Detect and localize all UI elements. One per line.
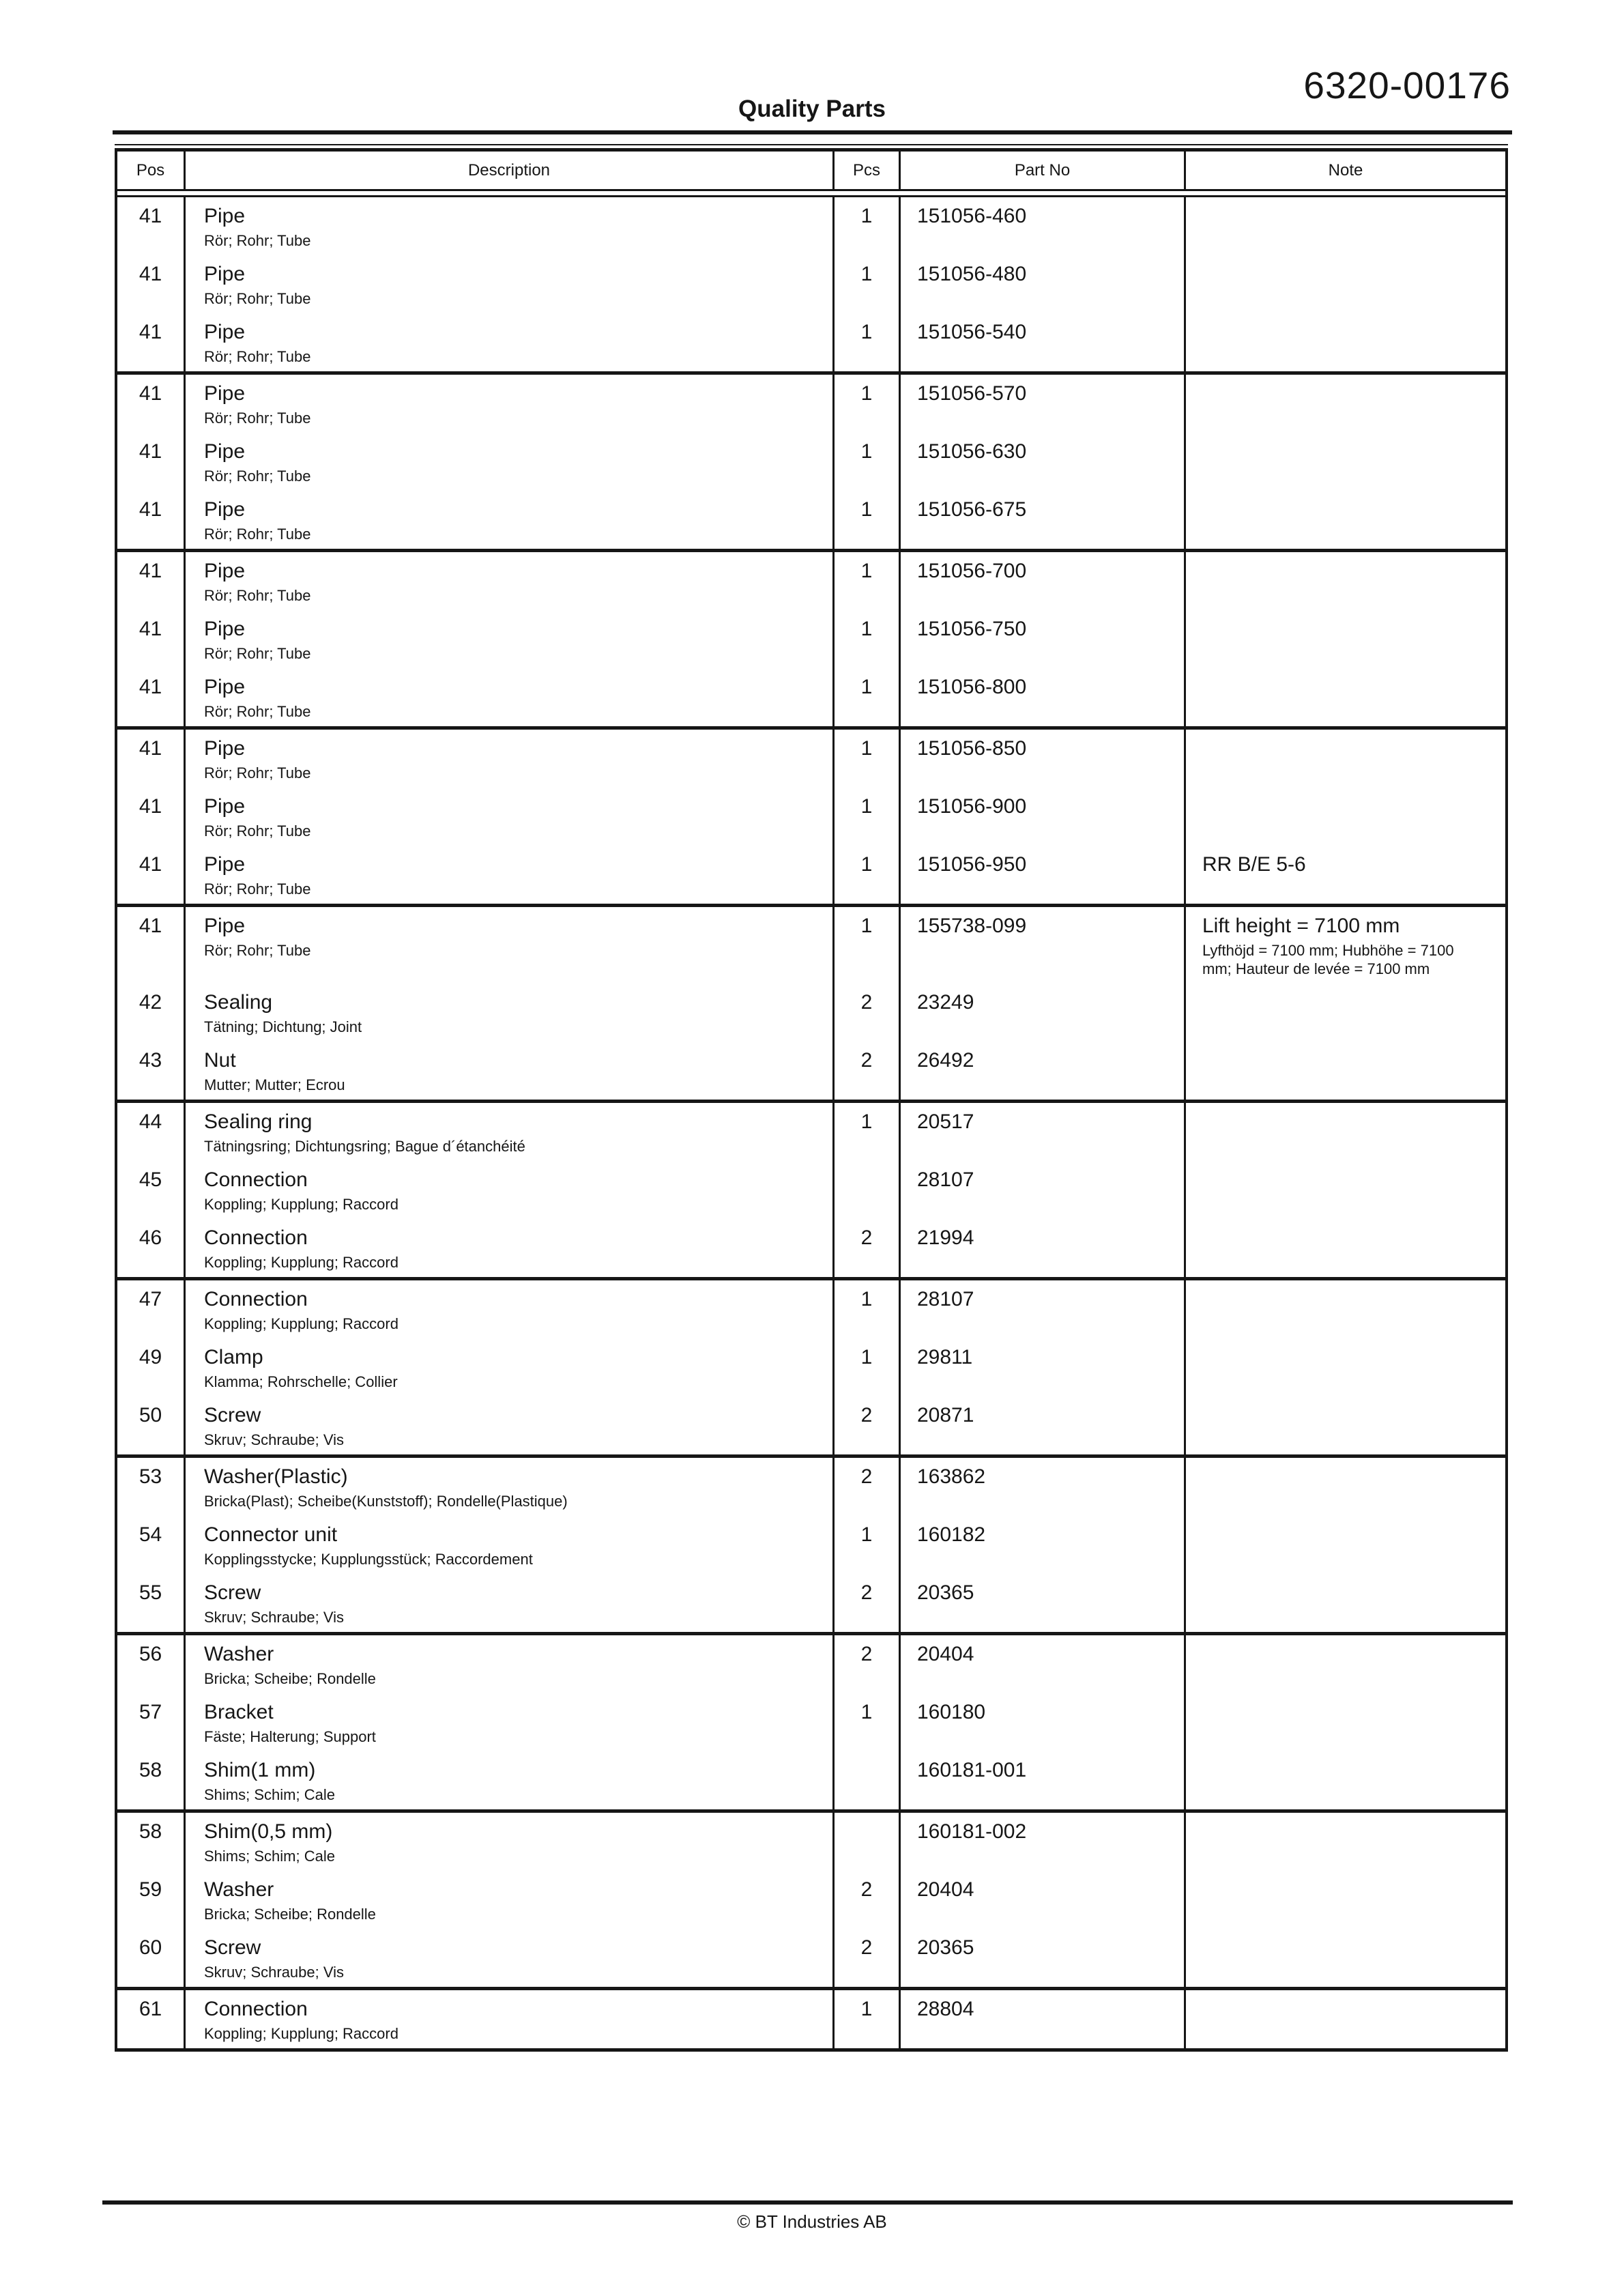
header-separator-rule — [117, 189, 1505, 197]
row-group — [117, 1458, 1505, 1635]
description-main: Nut — [204, 1049, 236, 1072]
row-group — [117, 1635, 1505, 1813]
cell-note — [1184, 1813, 1505, 1871]
table-row — [117, 1635, 1505, 1693]
cell-pos: 41 — [139, 853, 162, 876]
cell-part-no: 151056-750 — [899, 610, 1184, 668]
description-main: Pipe — [204, 853, 246, 876]
cell-description — [184, 491, 832, 549]
table-row — [117, 491, 1505, 549]
cell-pcs: 1 — [832, 1338, 899, 1396]
cell-pcs: 2 — [832, 1396, 899, 1454]
cell-part-no: 29811 — [899, 1338, 1184, 1396]
cell-note — [1184, 668, 1505, 726]
cell-pos: 41 — [139, 321, 162, 343]
row-group — [117, 1103, 1505, 1280]
description-sub: Klamma; Rohrschelle; Collier — [204, 1373, 398, 1390]
cell-pos: 41 — [139, 263, 162, 285]
description-sub: Rör; Rohr; Tube — [204, 764, 311, 781]
cell-pos: 46 — [139, 1226, 162, 1249]
cell-pcs: 2 — [832, 1929, 899, 1987]
cell-description — [184, 668, 832, 726]
description-sub: Rör; Rohr; Tube — [204, 942, 311, 959]
description-main: Connection — [204, 1226, 308, 1249]
table-row — [117, 552, 1505, 610]
cell-pos: 44 — [139, 1110, 162, 1133]
description-sub: Koppling; Kupplung; Raccord — [204, 1315, 398, 1332]
cell-part-no: 26492 — [899, 1042, 1184, 1100]
description-main: Sealing ring — [204, 1110, 313, 1133]
cell-description — [184, 730, 832, 788]
cell-pos: 41 — [139, 560, 162, 582]
cell-note — [1184, 552, 1505, 610]
cell-description — [184, 846, 832, 904]
cell-part-no: 160180 — [899, 1693, 1184, 1751]
cell-part-no: 28107 — [899, 1161, 1184, 1219]
cell-pos: 58 — [139, 1820, 162, 1843]
description-main: Washer(Plastic) — [204, 1465, 348, 1488]
description-sub: Skruv; Schraube; Vis — [204, 1964, 345, 1981]
cell-part-no: 28804 — [899, 1990, 1184, 2048]
description-sub: Rör; Rohr; Tube — [204, 703, 311, 720]
cell-description — [184, 1103, 832, 1161]
description-sub: Skruv; Schraube; Vis — [204, 1609, 345, 1626]
cell-description — [184, 1693, 832, 1751]
cell-description — [184, 1574, 832, 1632]
cell-pos: 41 — [139, 205, 162, 227]
parts-table-frame — [115, 148, 1508, 2052]
description-main: Pipe — [204, 263, 246, 285]
table-top-hairline — [115, 144, 1508, 145]
cell-part-no: 160181-002 — [899, 1813, 1184, 1871]
cell-pcs — [832, 1751, 899, 1809]
note-main: Lift height = 7100 mm — [1202, 915, 1400, 937]
description-main: Pipe — [204, 560, 246, 582]
description-main: Washer — [204, 1643, 274, 1665]
cell-description — [184, 1219, 832, 1277]
cell-part-no: 163862 — [899, 1458, 1184, 1516]
cell-pos: 42 — [139, 991, 162, 1014]
cell-pcs: 2 — [832, 984, 899, 1042]
description-sub: Shims; Schim; Cale — [204, 1848, 335, 1865]
row-group — [117, 1990, 1505, 2048]
cell-description — [184, 1990, 832, 2048]
cell-part-no: 21994 — [899, 1219, 1184, 1277]
cell-pos: 41 — [139, 382, 162, 405]
cell-note — [1184, 1871, 1505, 1929]
cell-description — [184, 1396, 832, 1454]
description-sub: Rör; Rohr; Tube — [204, 822, 311, 840]
cell-note — [1184, 1103, 1505, 1161]
cell-pos: 49 — [139, 1346, 162, 1368]
description-main: Pipe — [204, 321, 246, 343]
row-group — [117, 197, 1505, 375]
cell-description — [184, 1042, 832, 1100]
cell-part-no: 20404 — [899, 1871, 1184, 1929]
cell-pos: 41 — [139, 440, 162, 463]
cell-part-no: 151056-700 — [899, 552, 1184, 610]
cell-pcs: 2 — [832, 1574, 899, 1632]
cell-description — [184, 1280, 832, 1338]
cell-part-no: 151056-850 — [899, 730, 1184, 788]
description-main: Clamp — [204, 1346, 263, 1368]
cell-description — [184, 1338, 832, 1396]
cell-pcs — [832, 1161, 899, 1219]
cell-description — [184, 197, 832, 255]
column-header-note: Note — [1184, 152, 1505, 189]
description-main: Screw — [204, 1581, 261, 1604]
cell-note — [1184, 1635, 1505, 1693]
note-main: RR B/E 5-6 — [1202, 853, 1306, 876]
cell-pcs: 1 — [832, 491, 899, 549]
description-sub: Rör; Rohr; Tube — [204, 587, 311, 604]
cell-pos: 41 — [139, 498, 162, 521]
description-main: Pipe — [204, 795, 246, 818]
table-body — [117, 197, 1505, 2048]
cell-part-no: 28107 — [899, 1280, 1184, 1338]
cell-pos: 41 — [139, 795, 162, 818]
table-row — [117, 1338, 1505, 1396]
cell-note — [1184, 730, 1505, 788]
cell-description — [184, 1161, 832, 1219]
cell-part-no: 160181-001 — [899, 1751, 1184, 1809]
table-row — [117, 1042, 1505, 1100]
cell-pcs: 2 — [832, 1042, 899, 1100]
cell-description — [184, 788, 832, 846]
cell-note — [1184, 846, 1505, 904]
cell-pcs: 1 — [832, 846, 899, 904]
description-main: Sealing — [204, 991, 273, 1014]
cell-pos: 59 — [139, 1878, 162, 1901]
description-main: Screw — [204, 1936, 261, 1959]
table-row — [117, 984, 1505, 1042]
cell-description — [184, 1751, 832, 1809]
description-sub: Skruv; Schraube; Vis — [204, 1431, 345, 1448]
cell-note — [1184, 255, 1505, 313]
cell-description — [184, 255, 832, 313]
table-row — [117, 610, 1505, 668]
description-main: Shim(0,5 mm) — [204, 1820, 333, 1843]
cell-note — [1184, 491, 1505, 549]
table-row — [117, 1813, 1505, 1871]
cell-part-no: 20365 — [899, 1929, 1184, 1987]
cell-part-no: 151056-900 — [899, 788, 1184, 846]
cell-note — [1184, 1516, 1505, 1574]
cell-pos: 55 — [139, 1581, 162, 1604]
table-row — [117, 197, 1505, 255]
description-sub: Bricka(Plast); Scheibe(Kunststoff); Rondelle(Plastique) — [204, 1493, 568, 1510]
cell-pcs: 1 — [832, 1103, 899, 1161]
row-group — [117, 907, 1505, 1103]
cell-note — [1184, 1338, 1505, 1396]
table-row — [117, 1990, 1505, 2048]
table-row — [117, 1929, 1505, 1987]
cell-note — [1184, 1458, 1505, 1516]
description-sub: Koppling; Kupplung; Raccord — [204, 1254, 398, 1271]
cell-note — [1184, 1219, 1505, 1277]
cell-pcs: 1 — [832, 730, 899, 788]
cell-note — [1184, 313, 1505, 371]
title-rule — [113, 130, 1512, 134]
description-sub: Bricka; Scheibe; Rondelle — [204, 1670, 376, 1687]
footer-rule — [102, 2200, 1513, 2205]
cell-note — [1184, 1751, 1505, 1809]
description-sub: Kopplingsstycke; Kupplungsstück; Raccordement — [204, 1551, 533, 1568]
cell-pcs: 1 — [832, 907, 899, 984]
cell-pos: 41 — [139, 915, 162, 937]
cell-description — [184, 1458, 832, 1516]
description-main: Pipe — [204, 676, 246, 698]
description-main: Pipe — [204, 618, 246, 640]
cell-pos: 45 — [139, 1168, 162, 1191]
cell-pos: 58 — [139, 1759, 162, 1781]
row-group — [117, 1813, 1505, 1990]
cell-description — [184, 984, 832, 1042]
description-main: Connection — [204, 1168, 308, 1191]
description-sub: Koppling; Kupplung; Raccord — [204, 2025, 398, 2042]
description-sub: Koppling; Kupplung; Raccord — [204, 1196, 398, 1213]
cell-note — [1184, 1574, 1505, 1632]
table-row — [117, 1219, 1505, 1277]
table-row — [117, 907, 1505, 984]
cell-pos: 50 — [139, 1404, 162, 1426]
cell-pos: 56 — [139, 1643, 162, 1665]
cell-pcs: 1 — [832, 1516, 899, 1574]
cell-part-no: 151056-540 — [899, 313, 1184, 371]
table-row — [117, 1280, 1505, 1338]
description-main: Pipe — [204, 440, 246, 463]
cell-description — [184, 610, 832, 668]
cell-note — [1184, 197, 1505, 255]
cell-description — [184, 1871, 832, 1929]
table-row — [117, 1103, 1505, 1161]
cell-note — [1184, 1396, 1505, 1454]
column-header-pos: Pos — [136, 160, 165, 180]
cell-part-no: 151056-480 — [899, 255, 1184, 313]
cell-description — [184, 375, 832, 433]
cell-note — [1184, 1161, 1505, 1219]
cell-pcs — [832, 1813, 899, 1871]
cell-pcs: 2 — [832, 1871, 899, 1929]
cell-pcs: 1 — [832, 668, 899, 726]
cell-part-no: 151056-570 — [899, 375, 1184, 433]
description-sub: Rör; Rohr; Tube — [204, 232, 311, 249]
column-header-pcs: Pcs — [832, 152, 899, 189]
doc-number: 6320-00176 — [1303, 64, 1511, 106]
cell-pcs: 1 — [832, 313, 899, 371]
cell-pos: 54 — [139, 1523, 162, 1546]
cell-part-no: 20517 — [899, 1103, 1184, 1161]
cell-pos: 53 — [139, 1465, 162, 1488]
description-sub: Shims; Schim; Cale — [204, 1786, 335, 1803]
description-main: Pipe — [204, 498, 246, 521]
cell-pos: 57 — [139, 1701, 162, 1723]
row-group — [117, 552, 1505, 730]
description-main: Pipe — [204, 737, 246, 760]
cell-part-no: 151056-460 — [899, 197, 1184, 255]
cell-pos: 41 — [139, 618, 162, 640]
table-row — [117, 1693, 1505, 1751]
cell-pcs: 1 — [832, 197, 899, 255]
cell-note — [1184, 375, 1505, 433]
cell-part-no: 151056-675 — [899, 491, 1184, 549]
cell-description — [184, 907, 832, 984]
cell-description — [184, 1813, 832, 1871]
page-title: Quality Parts — [738, 96, 886, 122]
description-main: Screw — [204, 1404, 261, 1426]
cell-note — [1184, 1693, 1505, 1751]
table-row — [117, 375, 1505, 433]
table-row — [117, 846, 1505, 904]
cell-part-no: 155738-099 — [899, 907, 1184, 984]
cell-pcs: 2 — [832, 1219, 899, 1277]
description-main: Shim(1 mm) — [204, 1759, 316, 1781]
cell-part-no: 20871 — [899, 1396, 1184, 1454]
cell-pcs: 1 — [832, 375, 899, 433]
description-sub: Rör; Rohr; Tube — [204, 290, 311, 307]
cell-note — [1184, 1929, 1505, 1987]
description-main: Pipe — [204, 205, 246, 227]
cell-description — [184, 1516, 832, 1574]
cell-part-no: 20365 — [899, 1574, 1184, 1632]
table-row — [117, 788, 1505, 846]
table-row — [117, 730, 1505, 788]
cell-part-no: 151056-950 — [899, 846, 1184, 904]
cell-pos: 41 — [139, 676, 162, 698]
cell-pos: 60 — [139, 1936, 162, 1959]
description-main: Washer — [204, 1878, 274, 1901]
cell-pcs: 2 — [832, 1458, 899, 1516]
description-sub: Fäste; Halterung; Support — [204, 1728, 376, 1745]
cell-pcs: 1 — [832, 1693, 899, 1751]
table-row — [117, 1516, 1505, 1574]
cell-note — [1184, 907, 1505, 984]
description-sub: Rör; Rohr; Tube — [204, 410, 311, 427]
description-sub: Rör; Rohr; Tube — [204, 348, 311, 365]
table-row — [117, 1751, 1505, 1809]
description-sub: Bricka; Scheibe; Rondelle — [204, 1906, 376, 1923]
description-main: Connector unit — [204, 1523, 338, 1546]
table-row — [117, 255, 1505, 313]
description-main: Pipe — [204, 382, 246, 405]
table-row — [117, 668, 1505, 726]
cell-pos: 43 — [139, 1049, 162, 1072]
row-group — [117, 1280, 1505, 1458]
cell-description — [184, 1929, 832, 1987]
cell-description — [184, 1635, 832, 1693]
description-main: Pipe — [204, 915, 246, 937]
description-sub: Mutter; Mutter; Ecrou — [204, 1076, 345, 1093]
row-group — [117, 375, 1505, 552]
cell-pcs: 1 — [832, 552, 899, 610]
cell-note — [1184, 433, 1505, 491]
description-sub: Rör; Rohr; Tube — [204, 526, 311, 543]
cell-part-no: 23249 — [899, 984, 1184, 1042]
cell-pos: 47 — [139, 1288, 162, 1310]
cell-part-no: 20404 — [899, 1635, 1184, 1693]
description-sub: Rör; Rohr; Tube — [204, 468, 311, 485]
table-header-row — [117, 152, 1505, 189]
cell-pcs: 1 — [832, 255, 899, 313]
cell-pcs: 1 — [832, 1990, 899, 2048]
table-row — [117, 1574, 1505, 1632]
cell-pcs: 1 — [832, 1280, 899, 1338]
table-row — [117, 1161, 1505, 1219]
cell-description — [184, 313, 832, 371]
cell-pcs: 1 — [832, 610, 899, 668]
column-header-description: Description — [184, 152, 832, 189]
description-sub: Rör; Rohr; Tube — [204, 880, 311, 898]
cell-note — [1184, 1990, 1505, 2048]
cell-description — [184, 552, 832, 610]
cell-note — [1184, 984, 1505, 1042]
cell-part-no: 151056-630 — [899, 433, 1184, 491]
column-header-part-no: Part No — [899, 152, 1184, 189]
description-main: Bracket — [204, 1701, 274, 1723]
footer-copyright: © BT Industries AB — [737, 2211, 887, 2232]
cell-note — [1184, 1042, 1505, 1100]
cell-pcs: 1 — [832, 788, 899, 846]
parts-table — [115, 144, 1508, 2052]
cell-part-no: 151056-800 — [899, 668, 1184, 726]
cell-note — [1184, 1280, 1505, 1338]
description-main: Connection — [204, 1288, 308, 1310]
note-sub: Lyfthöjd = 7100 mm; Hubhöhe = 7100 mm; Hauteur de levée = 7100 mm — [1202, 942, 1454, 977]
description-main: Connection — [204, 1998, 308, 2020]
cell-note — [1184, 610, 1505, 668]
row-group — [117, 730, 1505, 907]
description-sub: Tätning; Dichtung; Joint — [204, 1018, 362, 1035]
table-row — [117, 1396, 1505, 1454]
table-row — [117, 1458, 1505, 1516]
cell-pcs: 2 — [832, 1635, 899, 1693]
table-row — [117, 313, 1505, 371]
cell-pos: 41 — [139, 737, 162, 760]
table-row — [117, 1871, 1505, 1929]
cell-part-no: 160182 — [899, 1516, 1184, 1574]
table-row — [117, 433, 1505, 491]
cell-pos: 61 — [139, 1998, 162, 2020]
cell-description — [184, 433, 832, 491]
cell-note — [1184, 788, 1505, 846]
description-sub: Rör; Rohr; Tube — [204, 645, 311, 662]
description-sub: Tätningsring; Dichtungsring; Bague d´étanchéité — [204, 1138, 525, 1155]
cell-pcs: 1 — [832, 433, 899, 491]
